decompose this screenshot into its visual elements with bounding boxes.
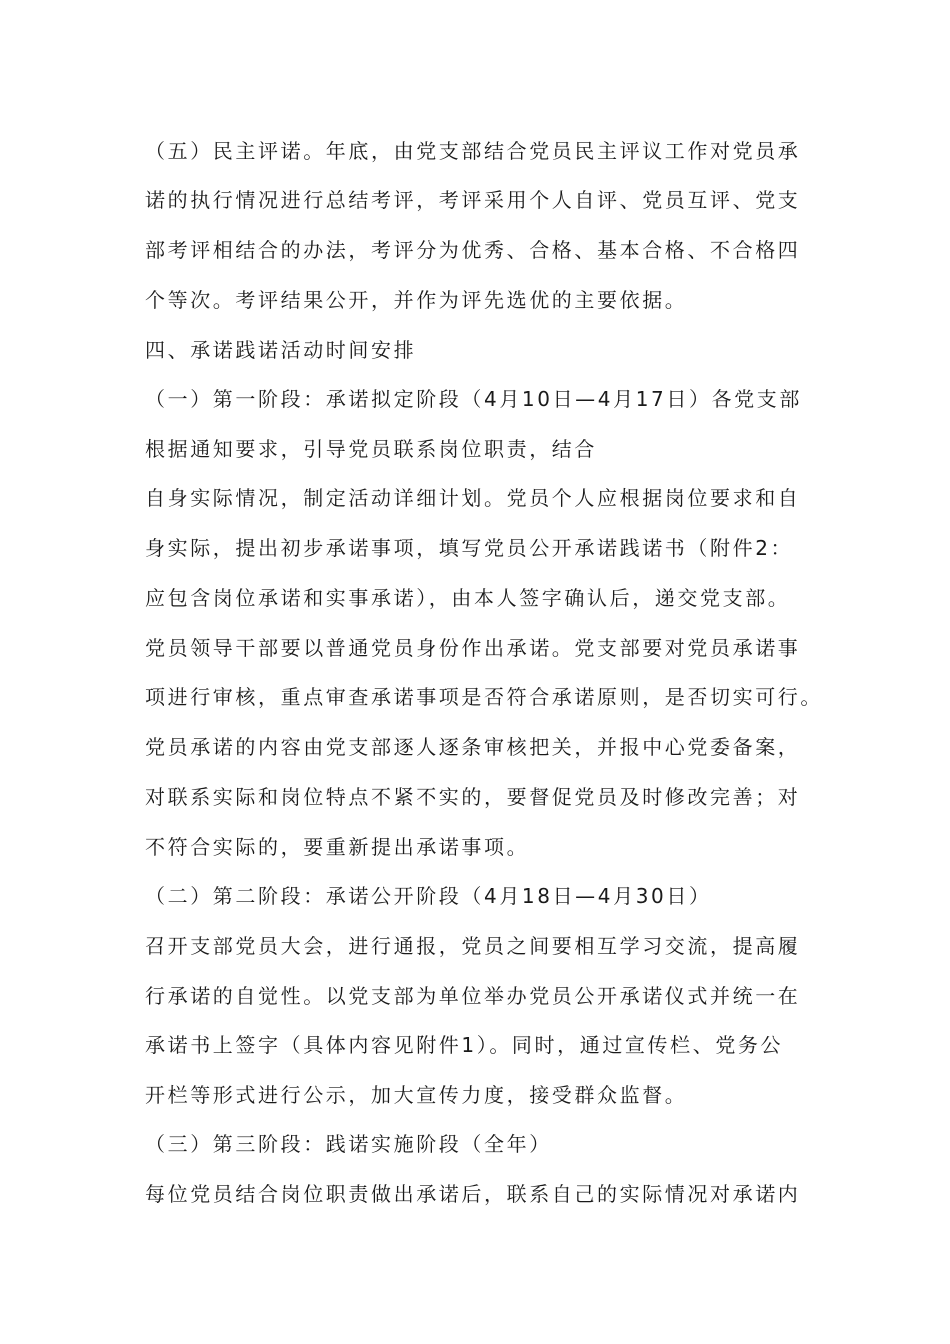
paragraph-line: 党员领导干部要以普通党员身份作出承诺。党支部要对党员承诺事 [145, 636, 801, 660]
paragraph-line: 根据通知要求，引导党员联系岗位职责，结合 [145, 437, 597, 461]
section-heading: 四、承诺践诺活动时间安排 [145, 338, 417, 362]
paragraph-line: 不符合实际的，要重新提出承诺事项。 [145, 835, 530, 859]
paragraph-line: 诺的执行情况进行总结考评，考评采用个人自评、党员互评、党支 [145, 188, 801, 212]
paragraph-line: 项进行审核，重点审查承诺事项是否符合承诺原则，是否切实可行。 [145, 685, 823, 709]
paragraph-line: 每位党员结合岗位职责做出承诺后，联系自己的实际情况对承诺内 [145, 1182, 801, 1206]
paragraph-line: （一）第一阶段：承诺拟定阶段（4月10日—4月17日）各党支部 [145, 387, 802, 411]
paragraph-line: 召开支部党员大会，进行通报，党员之间要相互学习交流，提高履 [145, 934, 801, 958]
paragraph-line: 对联系实际和岗位特点不紧不实的，要督促党员及时修改完善；对 [145, 785, 801, 809]
paragraph-line: 应包含岗位承诺和实事承诺），由本人签字确认后，递交党支部。 [145, 586, 791, 610]
paragraph-line: 部考评相结合的办法，考评分为优秀、合格、基本合格、不合格四 [145, 238, 801, 262]
paragraph-line: （三）第三阶段：践诺实施阶段（全年） [145, 1132, 552, 1156]
paragraph-line: 自身实际情况，制定活动详细计划。党员个人应根据岗位要求和自 [145, 486, 801, 510]
paragraph-line: 身实际，提出初步承诺事项，填写党员公开承诺践诺书（附件2： [145, 536, 794, 560]
paragraph-line: 党员承诺的内容由党支部逐人逐条审核把关，并报中心党委备案， [145, 735, 801, 759]
paragraph-line: 行承诺的自觉性。以党支部为单位举办党员公开承诺仪式并统一在 [145, 984, 801, 1008]
paragraph-line: （五）民主评诺。年底，由党支部结合党员民主评议工作对党员承 [145, 139, 801, 163]
paragraph-line: 开栏等形式进行公示，加大宣传力度，接受群众监督。 [145, 1083, 688, 1107]
paragraph-line: （二）第二阶段：承诺公开阶段（4月18日—4月30日） [145, 884, 712, 908]
paragraph-line: 个等次。考评结果公开，并作为评先选优的主要依据。 [145, 288, 688, 312]
paragraph-line: 承诺书上签字（具体内容见附件1）。同时，通过宣传栏、党务公 [145, 1033, 784, 1057]
